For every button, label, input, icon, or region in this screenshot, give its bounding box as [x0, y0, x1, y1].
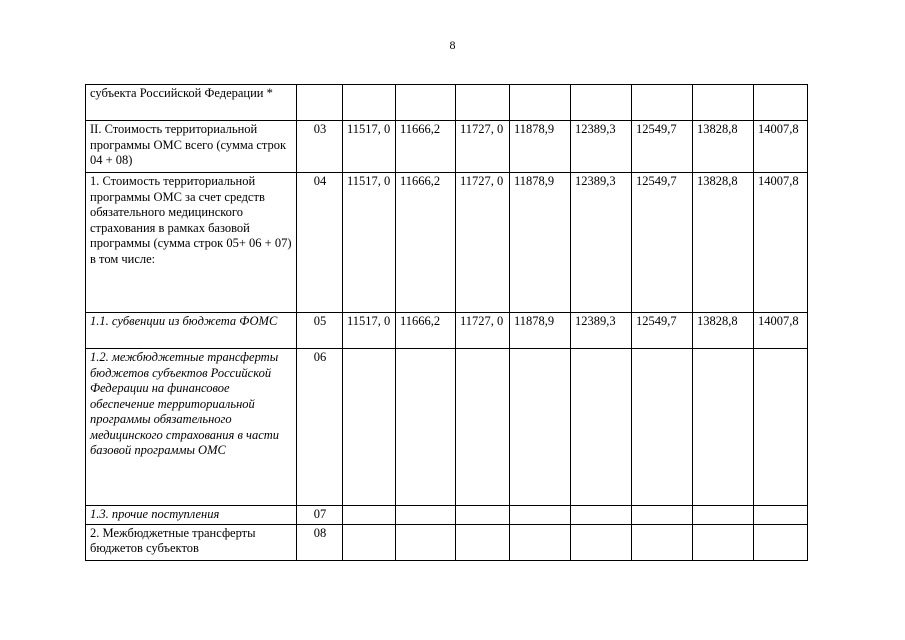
- value-cell: [396, 85, 456, 121]
- value-cell: [693, 85, 754, 121]
- value-cell: [510, 524, 571, 560]
- budget-table: [85, 84, 808, 561]
- row-label: 1. Стоимость территориальной программы ОМС за счет средств обязательного медицинского страхования в рамках базовой программы (сумма строк 05+ 06 + 07) в том числе:: [86, 173, 297, 313]
- table-row: [86, 524, 808, 560]
- value-cell: 12549,7: [632, 121, 693, 173]
- row-code: 06: [297, 349, 343, 506]
- table-row: [86, 349, 808, 506]
- value-cell: [510, 85, 571, 121]
- row-code: [297, 85, 343, 121]
- value-cell: [396, 349, 456, 506]
- table-row: [86, 121, 808, 173]
- page-number: 8: [449, 38, 456, 52]
- table-row: [86, 173, 808, 313]
- value-cell: [571, 349, 632, 506]
- value-cell: [754, 524, 808, 560]
- value-cell: [343, 85, 396, 121]
- value-cell: 14007,8: [754, 313, 808, 349]
- value-cell: [571, 524, 632, 560]
- value-cell: 12549,7: [632, 173, 693, 313]
- value-cell: 12389,3: [571, 313, 632, 349]
- value-cell: 11878,9: [510, 173, 571, 313]
- value-cell: 11878,9: [510, 313, 571, 349]
- value-cell: 11727, 0: [456, 173, 510, 313]
- value-cell: 14007,8: [754, 121, 808, 173]
- value-cell: 12389,3: [571, 121, 632, 173]
- value-cell: 11666,2: [396, 121, 456, 173]
- value-cell: [693, 349, 754, 506]
- row-label: 1.2. межбюджетные трансферты бюджетов субъектов Российской Федерации на финансовое обеспечение территориальной программы обязательного медицинского страхования в части базовой программы ОМС: [86, 349, 297, 506]
- value-cell: [571, 85, 632, 121]
- value-cell: [693, 524, 754, 560]
- value-cell: [632, 349, 693, 506]
- value-cell: 14007,8: [754, 173, 808, 313]
- row-label: II. Стоимость территориальной программы ОМС всего (сумма строк 04 + 08): [86, 121, 297, 173]
- row-label: 2. Межбюджетные трансферты бюджетов субъектов: [86, 524, 297, 560]
- value-cell: [343, 506, 396, 525]
- value-cell: 13828,8: [693, 313, 754, 349]
- value-cell: 13828,8: [693, 173, 754, 313]
- row-code: 07: [297, 506, 343, 525]
- value-cell: [396, 524, 456, 560]
- value-cell: 11666,2: [396, 173, 456, 313]
- value-cell: [632, 85, 693, 121]
- value-cell: [343, 524, 396, 560]
- row-label: 1.1. субвенции из бюджета ФОМС: [86, 313, 297, 349]
- row-code: 04: [297, 173, 343, 313]
- value-cell: [456, 349, 510, 506]
- value-cell: 11517, 0: [343, 121, 396, 173]
- value-cell: [754, 85, 808, 121]
- value-cell: [456, 506, 510, 525]
- table-row: [86, 313, 808, 349]
- value-cell: 11878,9: [510, 121, 571, 173]
- table-row: [86, 506, 808, 525]
- value-cell: 11666,2: [396, 313, 456, 349]
- value-cell: [754, 349, 808, 506]
- row-code: 03: [297, 121, 343, 173]
- value-cell: [510, 349, 571, 506]
- value-cell: [632, 524, 693, 560]
- value-cell: [456, 85, 510, 121]
- value-cell: 11517, 0: [343, 173, 396, 313]
- value-cell: [754, 506, 808, 525]
- table-row: [86, 85, 808, 121]
- row-code: 05: [297, 313, 343, 349]
- value-cell: [510, 506, 571, 525]
- row-label: 1.3. прочие поступления: [86, 506, 297, 525]
- value-cell: [693, 506, 754, 525]
- value-cell: 12389,3: [571, 173, 632, 313]
- row-code: 08: [297, 524, 343, 560]
- value-cell: [343, 349, 396, 506]
- value-cell: [632, 506, 693, 525]
- value-cell: [396, 506, 456, 525]
- value-cell: 11517, 0: [343, 313, 396, 349]
- value-cell: 11727, 0: [456, 313, 510, 349]
- value-cell: 13828,8: [693, 121, 754, 173]
- value-cell: [456, 524, 510, 560]
- value-cell: 12549,7: [632, 313, 693, 349]
- value-cell: 11727, 0: [456, 121, 510, 173]
- row-label: субъекта Российской Федерации *: [86, 85, 297, 121]
- value-cell: [571, 506, 632, 525]
